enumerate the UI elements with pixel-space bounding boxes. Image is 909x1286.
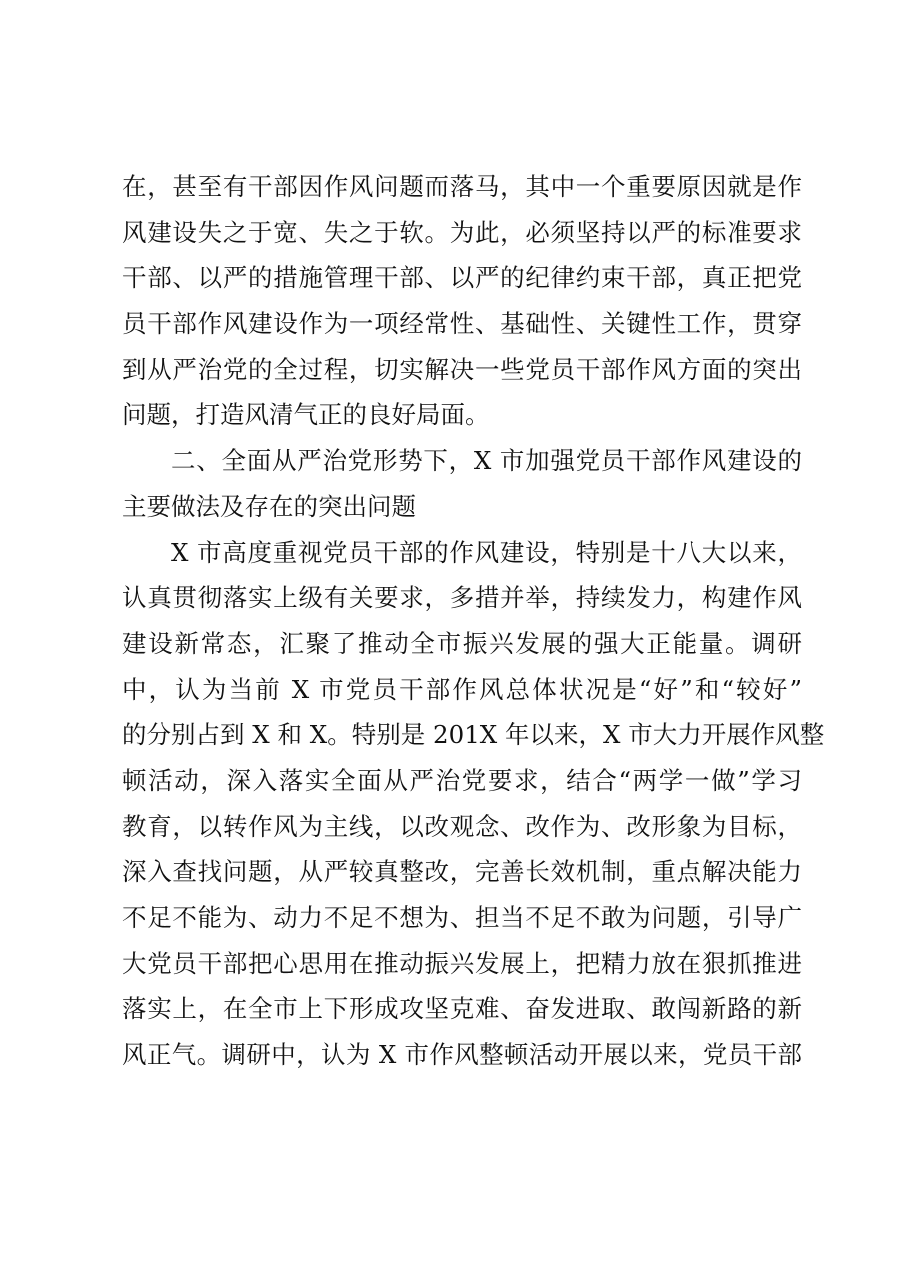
text-line: 员干部作风建设作为一项经常性、基础性、关键性工作，贯穿	[122, 309, 802, 339]
text-line: 二、全面从严治党形势下，X 市加强党员干部作风建设的	[171, 446, 802, 476]
text-line: 不足不能为、动力不足不想为、担当不足不敢为问题，引导广	[122, 903, 802, 932]
text-line: 在，甚至有干部因作风问题而落马，其中一个重要原因就是作	[122, 172, 802, 201]
text-line: 主要做法及存在的突出问题	[122, 491, 416, 521]
text-line: 风建设失之于宽、失之于软。为此，必须坚持以严的标准要求	[122, 217, 802, 247]
text-line: 干部、以严的措施管理干部、以严的纪律约束干部，真正把党	[122, 263, 802, 293]
text-line: 深入查找问题，从严较真整改，完善长效机制，重点解决能力	[122, 857, 802, 887]
text-line: 风正气。调研中，认为 X 市作风整顿活动开展以来，党员干部	[122, 1040, 802, 1070]
text-line: 问题，打造风清气正的良好局面。	[122, 400, 490, 430]
text-line: 教育，以转作风为主线，以改观念、改作为、改形象为目标，	[122, 811, 802, 841]
text-line: 大党员干部把心思用在推动振兴发展上，把精力放在狠抓推进	[122, 948, 802, 978]
text-line: 中，认为当前 X 市党员干部作风总体状况是“好”和“较好”	[122, 674, 802, 704]
text-line: 认真贯彻落实上级有关要求，多措并举，持续发力，构建作风	[122, 583, 802, 613]
text-line: X 市高度重视党员干部的作风建设，特别是十八大以来，	[171, 537, 802, 567]
text-line: 建设新常态，汇聚了推动全市振兴发展的强大正能量。调研	[122, 628, 802, 658]
body-text	[122, 164, 825, 1078]
text-line: 落实上，在全市上下形成攻坚克难、奋发进取、敢闯新路的新	[122, 994, 802, 1024]
text-line: 顿活动，深入落实全面从严治党要求，结合“两学一做”学习	[122, 765, 802, 795]
text-line: 的分别占到 X 和 X。特别是 201X 年以来，X 市大力开展作风整	[122, 720, 825, 750]
text-line: 到从严治党的全过程，切实解决一些党员干部作风方面的突出	[122, 354, 802, 384]
